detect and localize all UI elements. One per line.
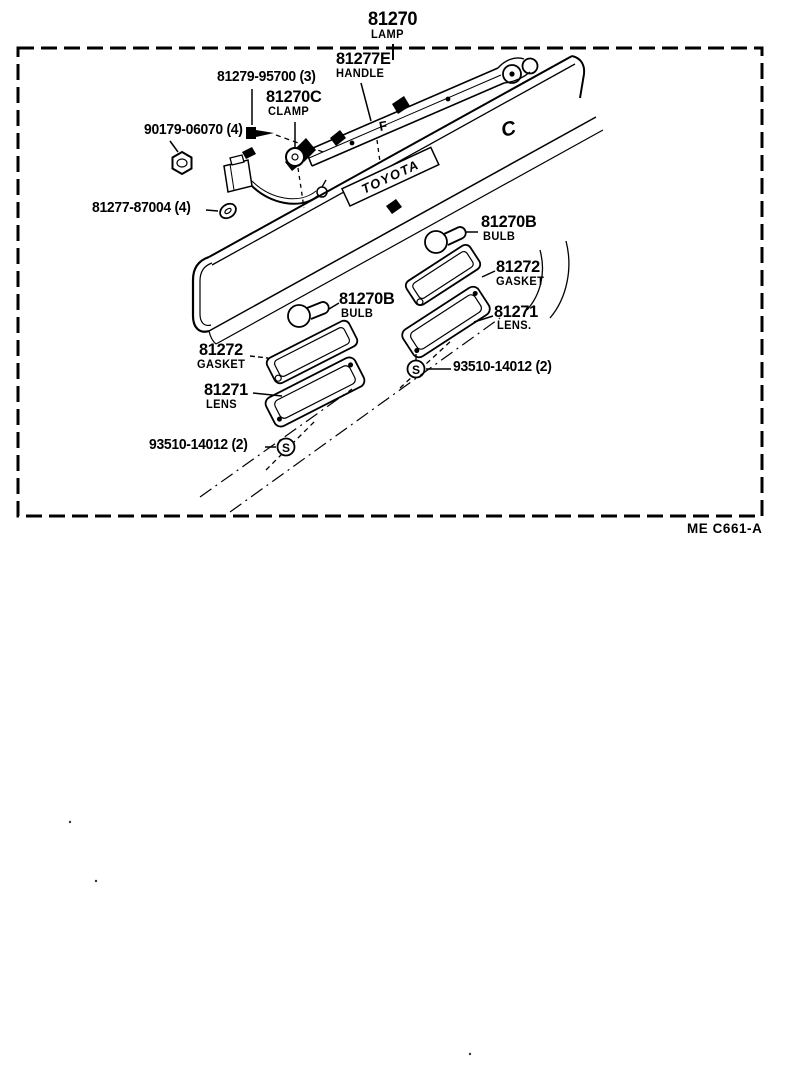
label-lamp-name: LAMP [371,29,404,41]
grommet-part [206,201,239,221]
label-bulb-right-number: 81270B [481,212,537,231]
bulb-right-part [425,227,478,253]
gasket-right-part [404,243,495,308]
lamp-panel [193,56,603,344]
label-handle-number: 81277E [336,49,391,68]
nut-part [170,141,192,174]
label-grommet-number: 81277-87004 (4) [92,200,191,216]
label-clamp-number: 81270C [266,87,322,106]
lens-right-part [400,284,493,360]
label-lamp-number: 81270 [368,9,418,30]
label-handle-name: HANDLE [336,68,385,80]
label-clip-number: 81279-95700 (3) [217,69,316,85]
label-lens-right-name: LENS. [497,320,532,332]
label-lens-right-number: 81271 [494,302,538,321]
leader-handle [361,83,371,121]
lens-left-part [253,355,367,429]
screw-left-symbol: S [281,441,291,455]
label-nut-number: 90179-06070 (4) [144,122,243,138]
figure-code: ME C661-A [687,520,763,536]
panel-letter-c: C [498,117,519,142]
label-lens-left-name: LENS [206,399,237,411]
label-bulb-right-name: BULB [483,231,516,243]
label-bulb-left-number: 81270B [339,289,395,308]
label-gasket-left-name: GASKET [197,359,246,371]
gasket-left-part [250,319,359,386]
label-gasket-right-number: 81272 [496,257,540,276]
label-gasket-right-name: GASKET [496,276,545,288]
label-lens-left-number: 81271 [204,380,248,399]
panel-mount-tab [386,199,402,214]
axis-handle-panel [377,140,380,162]
diagram-dashed-border [18,48,762,516]
label-clamp-name: CLAMP [268,106,310,118]
page-specks [69,821,471,1055]
label-screw-right-number: 93510-14012 (2) [453,359,552,375]
toyota-badge-text: TOYOTA [359,156,422,197]
screw-right-symbol: S [411,363,421,377]
center-axis-lines [200,318,500,512]
label-screw-left-number: 93510-14012 (2) [149,437,248,453]
handle-letter-f: F [377,117,389,134]
label-bulb-left-name: BULB [341,308,374,320]
bulb-left-part [288,302,339,327]
label-gasket-left-number: 81272 [199,340,243,359]
wire-harness [224,147,327,204]
